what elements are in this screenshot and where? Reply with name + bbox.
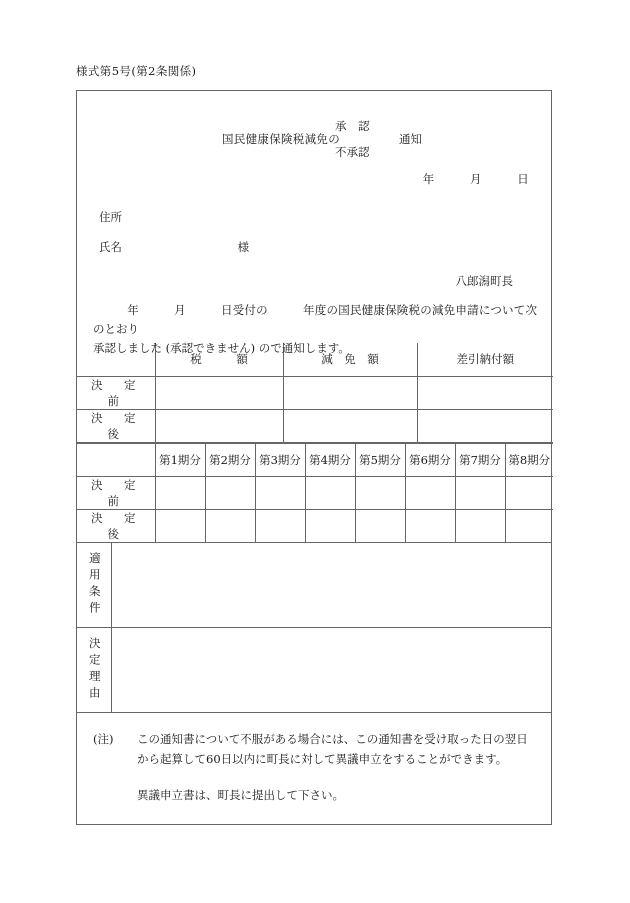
note-text-1: この通知書について不服がある場合には、この通知書を受け取った日の翌日から起算して60日以内に町長に対して異議申立をすることができます。 bbox=[137, 732, 528, 766]
body-line-2: 承認しました (承認できません) ので通知します。 bbox=[93, 341, 350, 355]
decision-options bbox=[335, 113, 401, 165]
table-row bbox=[77, 509, 553, 542]
installment-after-cell-1[interactable] bbox=[155, 509, 205, 542]
recipient-name-row bbox=[99, 239, 249, 255]
installment-col-7: 第7期分 bbox=[455, 443, 505, 476]
installment-table-corner bbox=[77, 443, 155, 476]
amount-after-reduction-cell[interactable] bbox=[283, 409, 417, 442]
installment-after-cell-2[interactable] bbox=[205, 509, 255, 542]
installment-col-2: 第2期分 bbox=[205, 443, 255, 476]
installment-col-1: 第1期分 bbox=[155, 443, 205, 476]
recipient-address-label: 住所 bbox=[99, 210, 122, 224]
footer-note bbox=[77, 712, 551, 805]
amount-row-before-label: 決 定 前 bbox=[77, 376, 155, 409]
decision-reason-field[interactable] bbox=[112, 628, 551, 712]
table-row bbox=[77, 476, 553, 509]
installment-after-cell-6[interactable] bbox=[405, 509, 455, 542]
application-conditions-label-cell bbox=[77, 543, 112, 627]
installment-after-cell-3[interactable] bbox=[255, 509, 305, 542]
form-number: 様式第5号(第2条関係) bbox=[76, 64, 197, 78]
installment-before-cell-7[interactable] bbox=[455, 476, 505, 509]
issuer-name: 八郎潟町長 bbox=[455, 274, 513, 288]
application-conditions-block bbox=[77, 542, 551, 627]
installment-row-after-label: 決 定 後 bbox=[77, 509, 155, 542]
table-row bbox=[77, 376, 553, 409]
installment-before-cell-5[interactable] bbox=[355, 476, 405, 509]
installment-after-cell-4[interactable] bbox=[305, 509, 355, 542]
note-primary-line bbox=[93, 729, 537, 769]
recipient-honorific: 様 bbox=[237, 240, 250, 254]
installment-col-8: 第8期分 bbox=[505, 443, 553, 476]
installment-before-cell-8[interactable] bbox=[505, 476, 553, 509]
installment-before-cell-4[interactable] bbox=[305, 476, 355, 509]
form-frame bbox=[76, 90, 552, 825]
amount-after-net-cell[interactable] bbox=[417, 409, 553, 442]
amount-before-net-cell[interactable] bbox=[417, 376, 553, 409]
title-prefix: 国民健康保険税減免の bbox=[222, 132, 340, 146]
installment-col-3: 第3期分 bbox=[255, 443, 305, 476]
amount-after-tax-cell[interactable] bbox=[155, 409, 283, 442]
installment-col-4: 第4期分 bbox=[305, 443, 355, 476]
installment-table bbox=[77, 443, 553, 543]
letterhead-section bbox=[77, 91, 551, 355]
issue-date-line: 年 月 日 bbox=[422, 172, 529, 186]
installment-before-cell-1[interactable] bbox=[155, 476, 205, 509]
body-line-1: 年 月 日受付の 年度の国民健康保険税の減免申請について次のとおり bbox=[93, 303, 537, 336]
amount-before-reduction-cell[interactable] bbox=[283, 376, 417, 409]
amount-before-tax-cell[interactable] bbox=[155, 376, 283, 409]
table-row bbox=[77, 409, 553, 442]
decision-reason-label: 決定理由 bbox=[87, 637, 102, 703]
amount-col-reduction: 減 免 額 bbox=[283, 343, 417, 376]
notice-word: 通知 bbox=[399, 132, 422, 146]
application-conditions-field[interactable] bbox=[112, 543, 551, 627]
decision-reason-label-cell bbox=[77, 628, 112, 712]
note-marker: (注) bbox=[93, 732, 114, 746]
amount-col-tax: 税 額 bbox=[155, 343, 283, 376]
decision-reject-option: 不承認 bbox=[335, 145, 370, 159]
installment-before-cell-2[interactable] bbox=[205, 476, 255, 509]
installment-row-before-label: 決 定 前 bbox=[77, 476, 155, 509]
notification-title bbox=[77, 113, 551, 165]
amount-row-after-label: 決 定 後 bbox=[77, 409, 155, 442]
amount-col-net-payable: 差引納付額 bbox=[417, 343, 553, 376]
installment-before-cell-3[interactable] bbox=[255, 476, 305, 509]
note-text-2: 異議申立書は、町長に提出して下さい。 bbox=[137, 788, 344, 802]
decision-reason-block bbox=[77, 627, 551, 712]
decision-approve-option: 承 認 bbox=[335, 119, 370, 133]
title-main-row bbox=[77, 131, 551, 147]
installment-after-cell-5[interactable] bbox=[355, 509, 405, 542]
installment-col-5: 第5期分 bbox=[355, 443, 405, 476]
recipient-name-label: 氏名 bbox=[99, 240, 122, 254]
installment-col-6: 第6期分 bbox=[405, 443, 455, 476]
installment-after-cell-8[interactable] bbox=[505, 509, 553, 542]
installment-header-row bbox=[77, 443, 553, 476]
application-conditions-label: 適用条件 bbox=[87, 552, 102, 618]
installment-before-cell-6[interactable] bbox=[405, 476, 455, 509]
body-paragraph bbox=[93, 301, 537, 358]
installment-after-cell-7[interactable] bbox=[455, 509, 505, 542]
